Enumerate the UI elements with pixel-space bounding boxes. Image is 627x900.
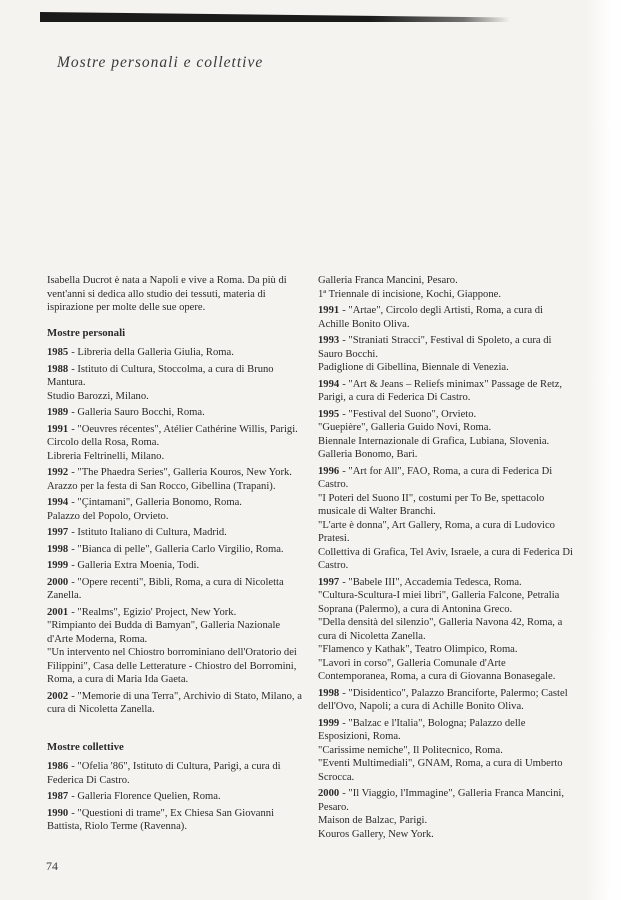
exhibition-text: - "Balzac e l'Italia", Bologna; Palazzo delle Esposizioni, Roma. "Carissime nemiche", Il Politecnico, Roma. "Eventi Multimediali", GNAM, Roma, a cura di Umberto Scrocca. [318,717,563,783]
exhibition-year: 1995 [318,408,340,420]
exhibition-year: 1989 [47,407,69,418]
exhibition-entry [318,717,576,785]
exhibition-text: - "Festival del Suono", Orvieto. "Guepière", Galleria Guido Novi, Roma. Biennale Internazionale di Grafica, Lubiana, Slovenia. Galleria Bonomo, Bari. [318,408,550,460]
exhibition-year: 1986 [47,761,69,772]
collective-exhibitions-list-right [318,274,576,841]
exhibition-text: - "Çintamani", Galleria Bonomo, Roma. Palazzo del Popolo, Orvieto. [47,497,242,522]
exhibition-year: 1999 [47,560,69,571]
exhibition-year: 1997 [47,527,69,538]
exhibition-text: - "Art for All", FAO, Roma, a cura di Federica Di Castro. "I Poteri del Suono II", costumi per To Be, spettacolo musicale di Walter Branchi. "L'arte è donna", Art Gallery, Roma, a cura di Ludovico Pratesi. Collettiva di Grafica, Tel Aviv, Israele, a cura di Federica Di Castro. [318,465,573,571]
exhibition-text: - "Bianca di pelle", Galleria Carlo Virgilio, Roma. [71,543,284,555]
exhibition-year: 2000 [47,576,69,588]
exhibition-entry [318,408,576,462]
exhibition-text: - Galleria Florence Quelien, Roma. [71,791,221,802]
exhibition-entry [47,423,303,464]
exhibition-year: 1991 [318,305,340,316]
exhibition-entry [47,466,303,493]
exhibition-text: - Galleria Sauro Bocchi, Roma. [71,407,205,418]
exhibition-text: - Galleria Extra Moenia, Todi. [71,560,200,571]
exhibition-entry [47,526,303,540]
exhibition-entry [318,378,576,405]
exhibition-entry [318,576,576,684]
section-title: Mostre personali e collettive [57,54,264,71]
exhibition-year: 2000 [318,788,340,799]
exhibition-entry [47,363,303,404]
exhibition-entry [318,465,576,573]
exhibition-year: 1994 [47,497,69,508]
exhibition-year: 1987 [47,791,69,802]
exhibition-year: 1993 [318,335,340,346]
exhibition-text: - "Il Viaggio, l'Immagine", Galleria Franca Mancini, Pesaro. Maison de Balzac, Parigi. Kouros Gallery, New York. [318,788,565,840]
exhibition-entry [47,559,303,573]
exhibition-entry [318,274,576,301]
page-edge-shade [585,0,627,900]
exhibition-year: 1998 [318,687,340,699]
exhibition-entry [47,543,303,557]
exhibition-text: - "Memorie di una Terra", Archivio di Stato, Milano, a cura di Nicoletta Zanella. [47,690,302,715]
exhibition-text: - "Questioni di trame", Ex Chiesa San Giovanni Battista, Riolo Terme (Ravenna). [47,807,275,832]
exhibition-entry [47,496,303,523]
exhibition-year: 1999 [318,717,340,729]
exhibition-year: 1994 [318,378,340,390]
page-number: 74 [46,859,58,873]
collective-exhibitions-heading: Mostre collettive [47,740,124,753]
exhibition-entry [318,787,576,841]
exhibition-year: 1998 [47,543,69,555]
exhibition-text: - "Realms", Egizio' Project, New York. "Rimpianto dei Budda di Bamyan", Galleria Nazionale d'Arte Moderna, Roma. "Un intervento nel Chiostro borrominiano dell'Oratorio dei Filippini", Casa delle Letterature - Chiostro del Borromini, Roma, a cura di Maria Ida Gaeta. [47,606,297,685]
exhibition-entry [318,334,576,375]
exhibition-text: - Libreria della Galleria Giulia, Roma. [71,347,234,358]
exhibition-text: - "Disidentico", Palazzo Branciforte, Palermo; Castel dell'Ovo, Napoli; a cura di Achille Bonito Oliva. [318,687,568,712]
exhibition-text: - "Opere recenti", Bibli, Roma, a cura di Nicoletta Zanella. [47,576,284,601]
exhibition-year: 1996 [318,465,340,477]
left-column [47,274,303,837]
exhibition-text: - "Art & Jeans – Reliefs minimax" Passage de Retz, Parigi, a cura di Federica Di Castro. [318,378,563,403]
exhibition-text: - "Ofelia '86", Istituto di Cultura, Parigi, a cura di Federica Di Castro. [47,761,281,786]
exhibition-entry [47,576,303,603]
exhibition-text: - Istituto di Cultura, Stoccolma, a cura di Bruno Mantura. Studio Barozzi, Milano. [47,363,274,402]
exhibition-entry [318,687,576,714]
exhibition-entry [47,790,303,804]
decorative-top-bar [40,12,510,22]
exhibition-text: - "Artae", Circolo degli Artisti, Roma, a cura di Achille Bonito Oliva. [318,305,543,330]
exhibition-year: 1997 [318,576,340,588]
exhibition-entry [47,807,303,834]
exhibition-year: 1992 [47,467,69,478]
exhibition-year: 1988 [47,363,69,375]
exhibition-entry [47,406,303,420]
exhibition-year: 2002 [47,690,69,702]
exhibition-entry [47,606,303,687]
exhibition-text: - "Oeuvres récentes", Atélier Cathérine Willis, Parigi. Circolo della Rosa, Roma. Libreria Feltrinelli, Milano. [47,423,298,462]
personal-exhibitions-list [47,346,303,717]
personal-exhibitions-heading: Mostre personali [47,326,126,339]
exhibition-text: Galleria Franca Mancini, Pesaro. 1ª Triennale di incisione, Kochi, Giappone. [318,275,501,300]
intro-paragraph: Isabella Ducrot è nata a Napoli e vive a Roma. Da più di vent'anni si dedica allo studio dei tessuti, materia di ispirazione per molte delle sue opere. [47,275,287,313]
exhibition-text: - "Straniati Stracci", Festival di Spoleto, a cura di Sauro Bocchi. Padiglione di Gibellina, Biennale di Venezia. [318,335,552,373]
exhibition-text: - "Babele III", Accademia Tedesca, Roma. "Cultura-Scultura-I miei libri", Galleria Falcone, Petralia Soprana (Palermo), a cura di Antonina Greco. "Della densità del silenzio", Galleria Navona 42, Roma, a cura di Nicoletta Zanella. "Flamenco y Kathak", Teatro Olimpico, Roma. "Lavori in corso", Galleria Comunale d'Arte Contemporanea, Roma, a cura di Giovanna Bonasegale. [318,576,563,682]
exhibition-year: 1985 [47,347,69,358]
collective-exhibitions-list-left [47,760,303,834]
exhibition-year: 2001 [47,606,69,618]
right-column [318,274,576,844]
exhibition-entry [47,690,303,717]
exhibition-entry [318,304,576,331]
exhibition-text: - "The Phaedra Series", Galleria Kouros, New York. Arazzo per la festa di San Rocco, Gibellina (Trapani). [47,467,292,492]
exhibition-year: 1991 [47,423,69,435]
exhibition-entry [47,346,303,360]
exhibition-text: - Istituto Italiano di Cultura, Madrid. [71,527,227,538]
exhibition-entry [47,760,303,787]
exhibition-year: 1990 [47,807,69,819]
